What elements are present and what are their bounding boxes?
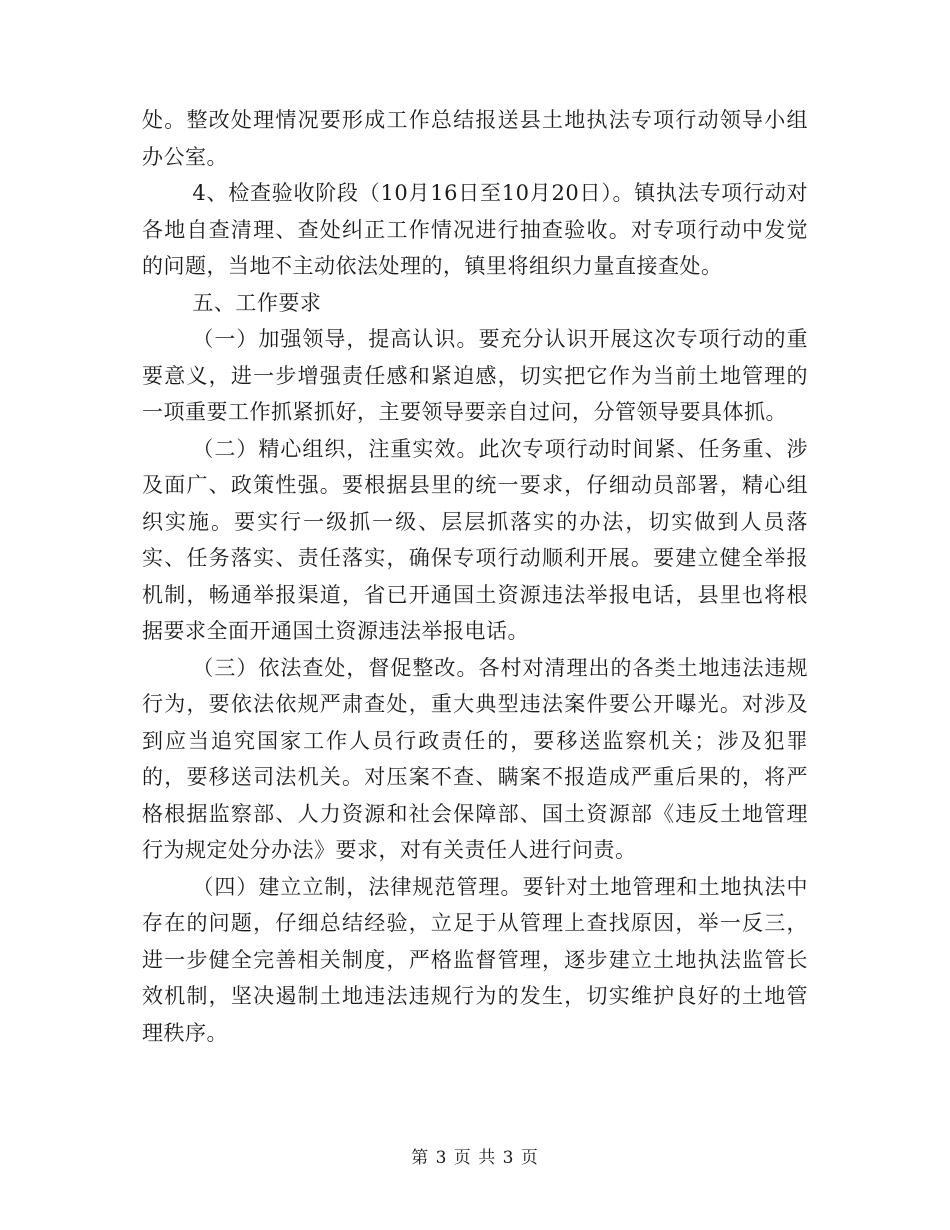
current-page-number: 3	[435, 1148, 448, 1168]
paragraph: 处。整改处理情况要形成工作总结报送县土地执法专项行动领导小组办公室。	[142, 108, 808, 169]
document-body	[142, 102, 808, 1051]
paragraph: （一）加强领导，提高认识。要充分认识开展这次专项行动的重要意义，进一步增强责任感和紧迫感，切实把它作为当前土地管理的一项重要工作抓紧抓好，主要领导要亲自过问，分管领导要具体抓。	[142, 327, 808, 424]
paragraph: （三）依法查处，督促整改。各村对清理出的各类土地违法违规行为，要依法依规严肃查处，重大典型违法案件要公开曝光。对涉及到应当追究国家工作人员行政责任的，要移送监察机关；涉及犯罪的，要移送司法机关。对压案不查、瞒案不报造成严重后果的，将严格根据监察部、人力资源和社会保障部、国土资源部《违反土地管理行为规定处分办法》要求，对有关责任人进行问责。	[142, 655, 808, 862]
paragraph: （二）精心组织，注重实效。此次专项行动时间紧、任务重、涉及面广、政策性强。要根据县里的统一要求，仔细动员部署，精心组织实施。要实行一级抓一级、层层抓落实的办法，切实做到人员落实、任务落实、责任落实，确保专项行动顺利开展。要建立健全举报机制，畅通举报渠道，省已开通国土资源违法举报电话，县里也将根据要求全面开通国土资源违法举报电话。	[142, 436, 808, 643]
footer-middle: 页 共	[453, 1148, 497, 1168]
page-footer	[0, 1147, 950, 1169]
paragraph: （四）建立立制，法律规范管理。要针对土地管理和土地执法中存在的问题，仔细总结经验，立足于从管理上查找原因，举一反三，进一步健全完善相关制度，严格监督管理，逐步建立土地执法监管长效机制，坚决遏制土地违法违规行为的发生，切实维护良好的土地管理秩序。	[142, 874, 808, 1045]
footer-suffix: 页	[520, 1148, 539, 1168]
total-pages-number: 3	[502, 1148, 515, 1168]
paragraph: 4、检查验收阶段（10月16日至10月20日）。镇执法专项行动对各地自查清理、查处纠正工作情况进行抽查验收。对专项行动中发觉的问题，当地不主动依法处理的，镇里将组织力量直接查处。	[142, 181, 808, 278]
section-heading: 五、工作要求	[192, 290, 322, 315]
footer-prefix: 第	[411, 1148, 430, 1168]
